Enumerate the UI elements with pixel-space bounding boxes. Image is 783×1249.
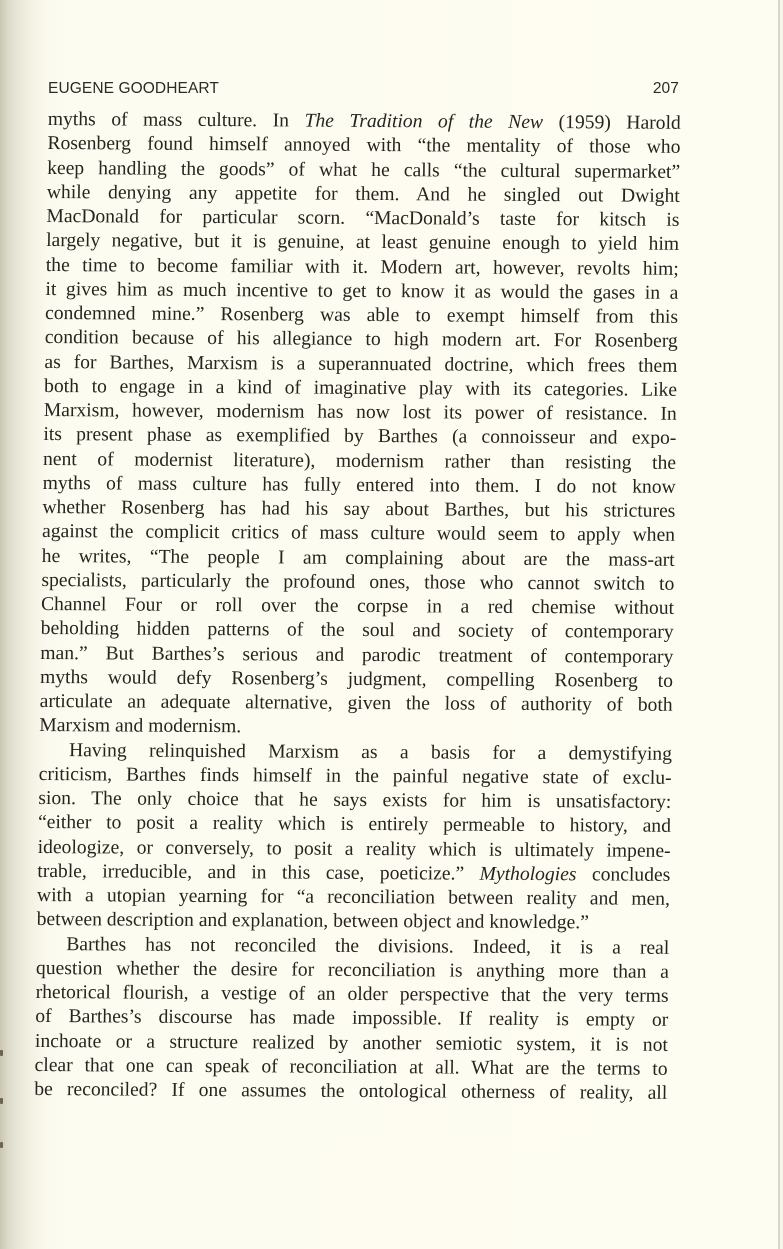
paragraph xyxy=(36,738,672,936)
italic-title: The Tradition of the New xyxy=(304,110,544,134)
text-line: Barthes has not reconciled the divisions. Indeed, it is a real xyxy=(66,933,670,959)
text-line: he writes, “The people I am complaining about are the mass-art xyxy=(41,545,675,571)
text-line: as for Barthes, Marxism is a superannuated doctrine, which frees them xyxy=(44,351,678,377)
binding-marks xyxy=(0,1050,4,1170)
text-line: rhetorical flourish, a vestige of an older perspective that the very terms xyxy=(35,981,669,1007)
paragraph xyxy=(34,932,669,1106)
text-line: trable, irreducible, and in this case, poeticize.” Mythologies concludes xyxy=(37,860,671,886)
text-line: between description and explanation, between object and knowledge.” xyxy=(36,909,590,934)
text-line: Marxism, however, modernism has now lost its power of resistance. In xyxy=(43,399,677,425)
text-line: Marxism and modernism. xyxy=(39,715,242,738)
text-line: of Barthes’s discourse has made impossible. If reality is empty or xyxy=(35,1006,669,1032)
paragraph xyxy=(39,108,681,742)
italic-title: Mythologies xyxy=(479,863,577,886)
running-head xyxy=(48,80,681,100)
text-line: myths would defy Rosenberg’s judgment, compelling Rosenberg to xyxy=(39,666,674,692)
running-head-author: EUGENE GOODHEART xyxy=(48,80,219,97)
text-line: sion. The only choice that he says exists for him is unsatisfactory: xyxy=(38,787,672,813)
text-line: keep handling the goods” of what he calls “the cultural supermarket” xyxy=(47,157,681,183)
text-line: it gives him as much incentive to get to know it as would the gases in a xyxy=(45,278,679,304)
text-line: condition because of his allegiance to high modern art. For Rosenberg xyxy=(44,327,678,353)
text-line: MacDonald for particular scorn. “MacDonald’s taste for kitsch is xyxy=(46,205,680,231)
text-line: Rosenberg found himself annoyed with “the mentality of those who xyxy=(47,133,681,159)
text-line: man.” But Barthes’s serious and parodic treatment of contemporary xyxy=(40,642,674,668)
text-line: Having relinquished Marxism as a basis for a demystifying xyxy=(68,739,673,765)
text-line: largely negative, but it is genuine, at least genuine enough to yield him xyxy=(45,230,680,256)
text-line: nent of modernist literature), modernism rather than resisting the xyxy=(42,448,677,474)
text-line: articulate an adequate alternative, given the loss of authority of both xyxy=(39,690,673,716)
text-line: myths of mass culture has fully entered into them. I do not know xyxy=(42,472,676,498)
page-number: 207 xyxy=(652,80,679,97)
text-line: myths of mass culture. In The Tradition of the New (1959) Harold xyxy=(47,108,681,134)
text-line: beholding hidden patterns of the soul and society of contemporary xyxy=(40,618,674,644)
body-text xyxy=(34,108,681,1106)
text-line: against the complicit critics of mass culture would seem to apply when xyxy=(41,521,676,547)
text-line: while denying any appetite for them. And he singled out Dwight xyxy=(46,181,680,207)
text-line: Channel Four or roll over the corpse in a red chemise without xyxy=(40,593,675,619)
text-line: condemned mine.” Rosenberg was able to exempt himself from this xyxy=(44,302,679,328)
text-line: ideologize, or conversely, to posit a reality which is ultimately impene- xyxy=(37,836,671,862)
text-line: clear that one can speak of reconciliation at all. What are the terms to xyxy=(34,1054,668,1080)
text-line: specialists, particularly the profound ones, those who cannot switch to xyxy=(41,569,675,595)
text-line: whether Rosenberg has had his say about Barthes, but his strictures xyxy=(42,496,676,522)
text-line: inchoate or a structure realized by another semiotic system, it is not xyxy=(34,1030,669,1056)
text-line: with a utopian yearning for “a reconciliation between reality and men, xyxy=(36,884,671,910)
text-line: the time to become familiar with it. Modern art, however, revolts him; xyxy=(45,254,679,280)
text-line: criticism, Barthes finds himself in the painful negative state of exclu- xyxy=(38,763,672,789)
text-line: its present phase as exemplified by Barthes (a connoisseur and expo- xyxy=(43,424,677,450)
text-line: be reconciled? If one assumes the ontological otherness of reality, all xyxy=(34,1078,668,1104)
text-line: question whether the desire for reconciliation is anything more than a xyxy=(35,957,670,983)
text-line: both to engage in a kind of imaginative play with its categories. Like xyxy=(43,375,678,401)
text-line: “either to posit a reality which is entirely permeable to history, and xyxy=(37,812,672,838)
